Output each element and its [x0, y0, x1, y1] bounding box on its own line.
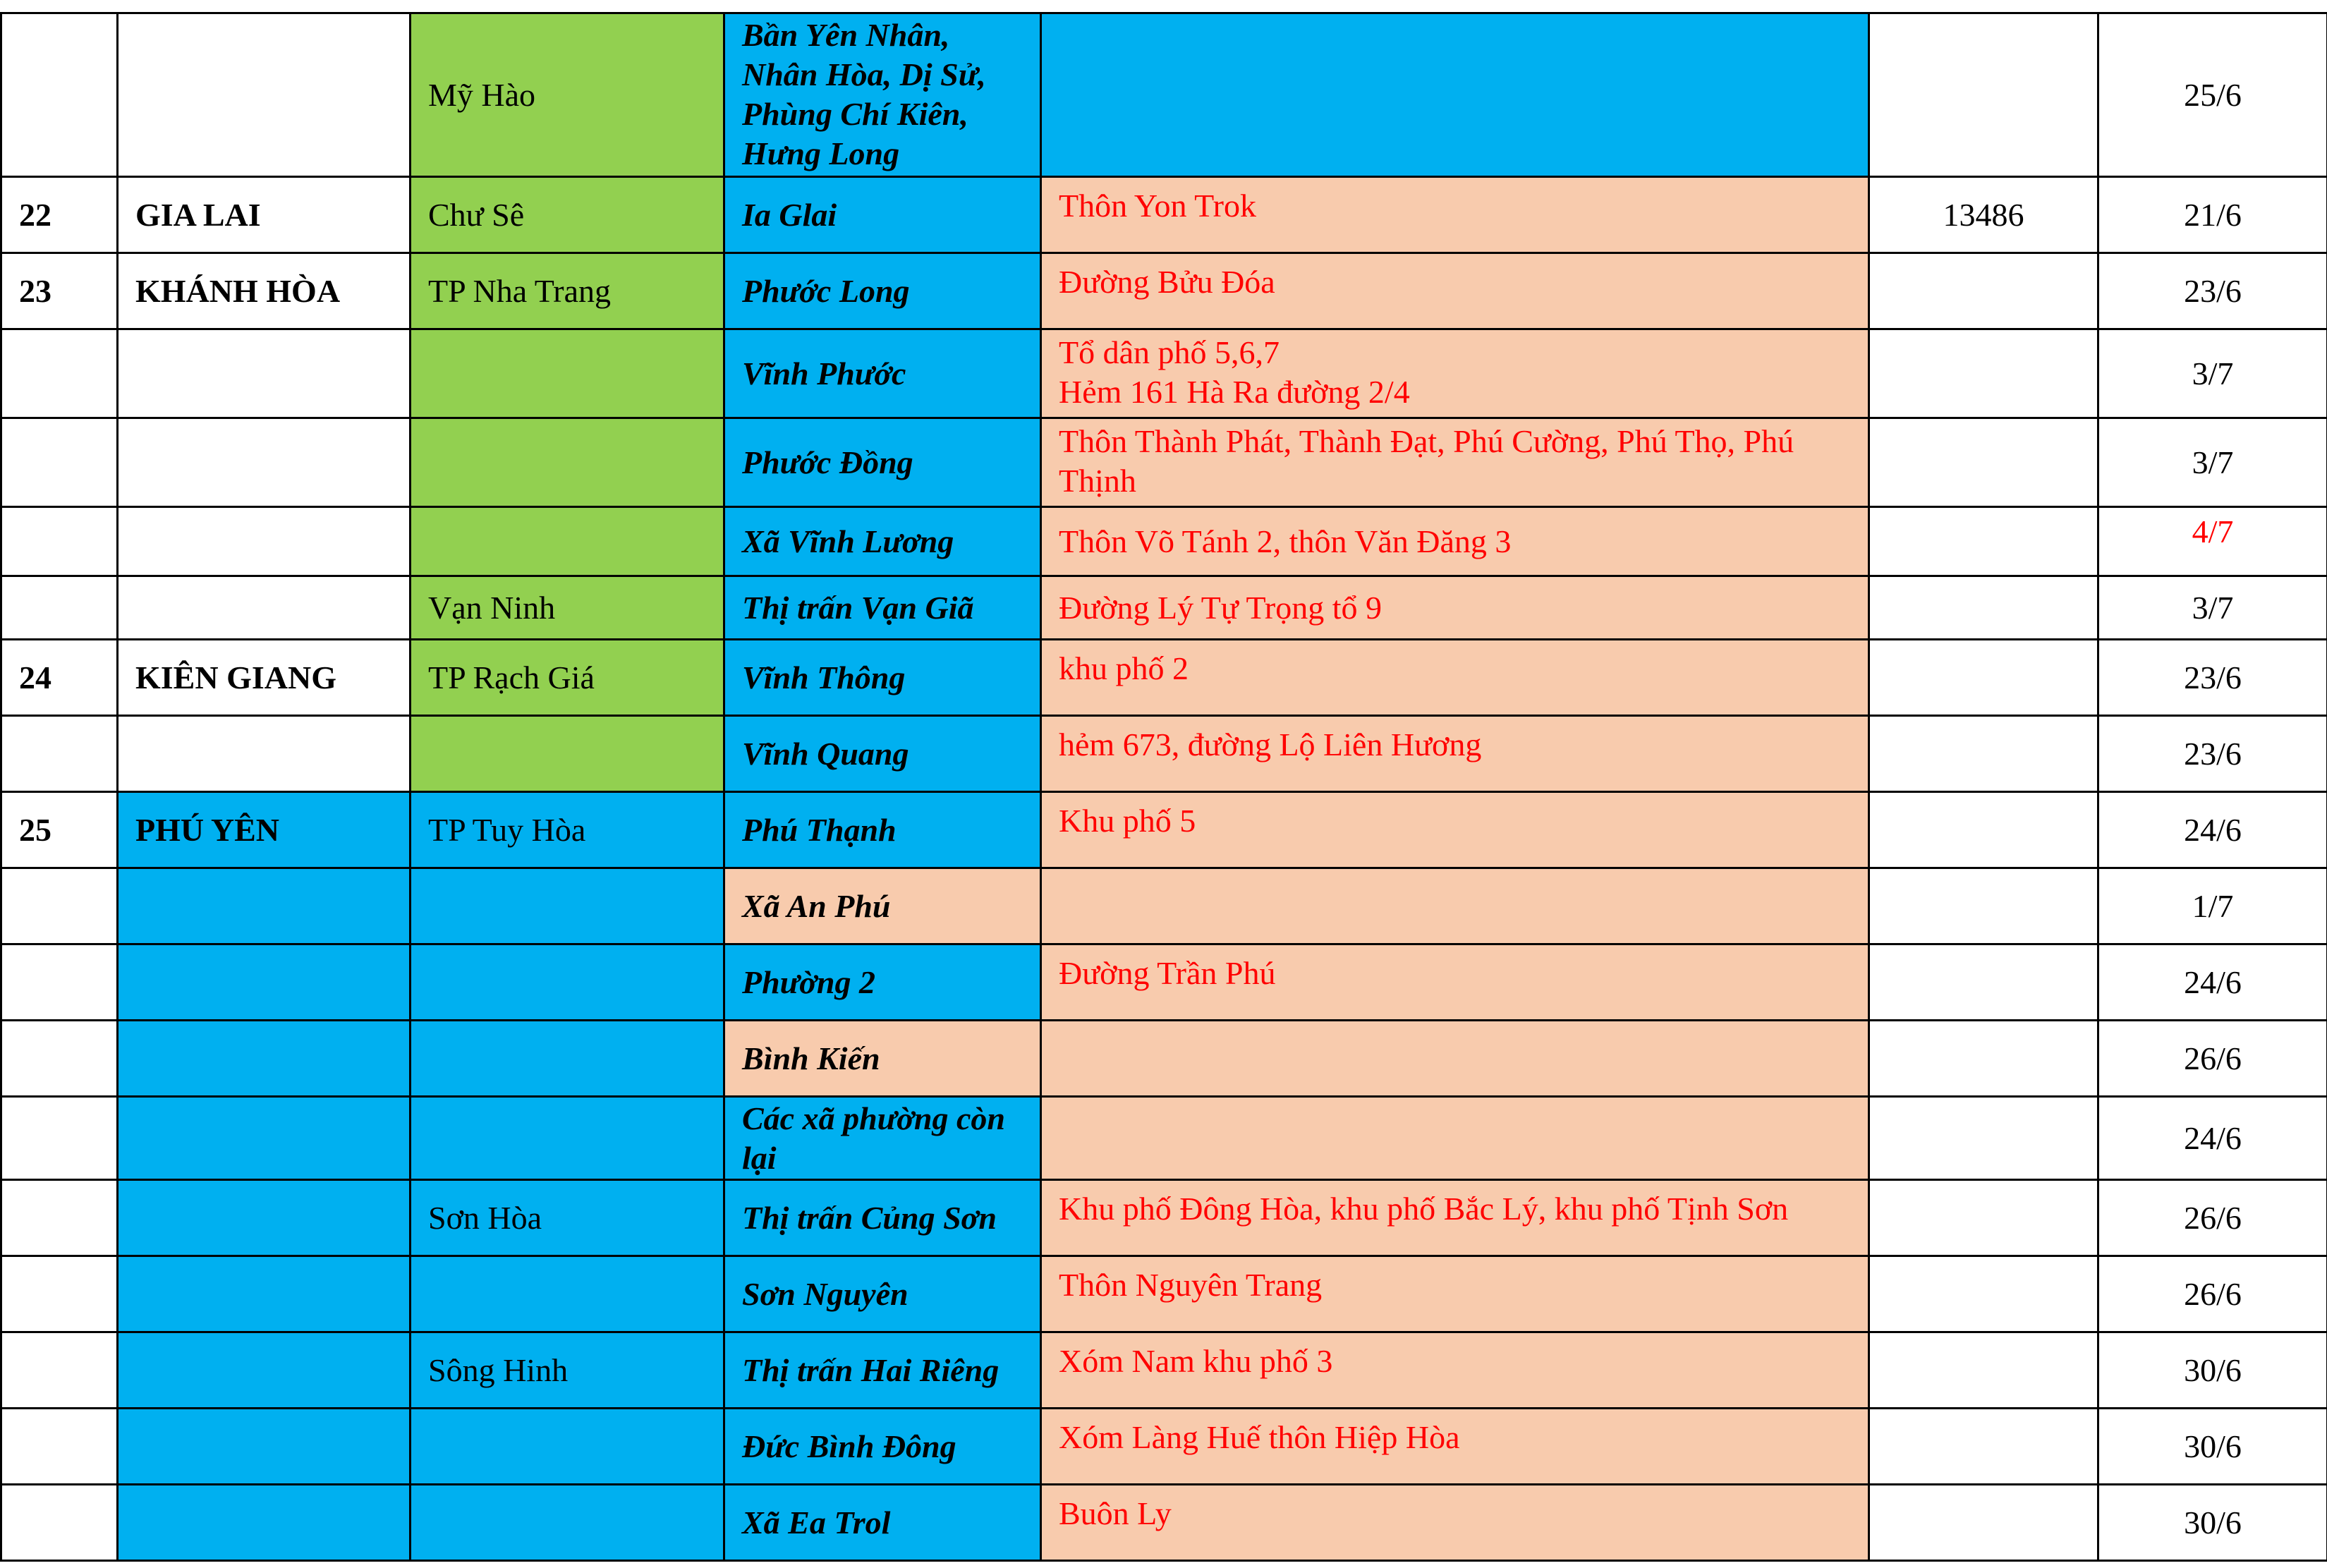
- province-cell: [118, 1485, 411, 1561]
- district-cell: Mỹ Hào: [411, 13, 724, 177]
- row-number: [1, 1485, 118, 1561]
- table-row: [1, 1256, 2327, 1332]
- district-cell: Vạn Ninh: [411, 576, 724, 640]
- province-cell: PHÚ YÊN: [118, 792, 411, 868]
- table-row: [1, 1180, 2327, 1256]
- address-cell: Thôn Võ Tánh 2, thôn Văn Đăng 3: [1041, 507, 1869, 576]
- ward-cell: Đức Bình Đông: [724, 1409, 1041, 1485]
- province-cell: [118, 716, 411, 792]
- table-row: [1, 716, 2327, 792]
- address-cell: hẻm 673, đường Lộ Liên Hương: [1041, 716, 1869, 792]
- address-cell: Thôn Nguyên Trang: [1041, 1256, 1869, 1332]
- row-number: [1, 1332, 118, 1409]
- table-row: [1, 1021, 2327, 1097]
- case-count-cell: [1869, 1180, 2098, 1256]
- district-cell: Sơn Hòa: [411, 1180, 724, 1256]
- date-cell: 21/6: [2098, 177, 2327, 253]
- district-cell: Chư Sê: [411, 177, 724, 253]
- address-cell: Tổ dân phố 5,6,7 Hẻm 161 Hà Ra đường 2/4: [1041, 329, 1869, 418]
- address-cell: Buôn Ly: [1041, 1485, 1869, 1561]
- table-row: [1, 253, 2327, 329]
- case-count-cell: [1869, 507, 2098, 576]
- ward-cell: Thị trấn Hai Riêng: [724, 1332, 1041, 1409]
- outbreak-locations-table: [0, 12, 2327, 1562]
- ward-cell: Xã Vĩnh Lương: [724, 507, 1041, 576]
- ward-cell: Thị trấn Củng Sơn: [724, 1180, 1041, 1256]
- address-cell: Đường Bửu Đóa: [1041, 253, 1869, 329]
- case-count-cell: [1869, 1332, 2098, 1409]
- case-count-cell: [1869, 944, 2098, 1021]
- case-count-cell: [1869, 1097, 2098, 1180]
- row-number: [1, 716, 118, 792]
- province-cell: [118, 418, 411, 507]
- date-cell: 26/6: [2098, 1256, 2327, 1332]
- ward-cell: Phước Đồng: [724, 418, 1041, 507]
- row-number: [1, 1180, 118, 1256]
- province-cell: KHÁNH HÒA: [118, 253, 411, 329]
- date-cell: 30/6: [2098, 1485, 2327, 1561]
- row-number: [1, 507, 118, 576]
- ward-cell: Vĩnh Thông: [724, 640, 1041, 716]
- province-cell: [118, 576, 411, 640]
- table-row: [1, 792, 2327, 868]
- district-cell: TP Tuy Hòa: [411, 792, 724, 868]
- date-cell: 3/7: [2098, 418, 2327, 507]
- row-number: 23: [1, 253, 118, 329]
- district-cell: [411, 1409, 724, 1485]
- province-cell: [118, 1021, 411, 1097]
- address-cell: Khu phố 5: [1041, 792, 1869, 868]
- row-number: [1, 418, 118, 507]
- province-cell: GIA LAI: [118, 177, 411, 253]
- table-row: [1, 507, 2327, 576]
- district-cell: [411, 1485, 724, 1561]
- case-count-cell: [1869, 13, 2098, 177]
- ward-cell: Phước Long: [724, 253, 1041, 329]
- date-cell: 24/6: [2098, 1097, 2327, 1180]
- address-cell: Khu phố Đông Hòa, khu phố Bắc Lý, khu phố Tịnh Sơn: [1041, 1180, 1869, 1256]
- date-cell: 4/7: [2098, 507, 2327, 576]
- case-count-cell: 13486: [1869, 177, 2098, 253]
- date-cell: 3/7: [2098, 576, 2327, 640]
- province-cell: [118, 1256, 411, 1332]
- address-cell: Thôn Yon Trok: [1041, 177, 1869, 253]
- date-cell: 30/6: [2098, 1332, 2327, 1409]
- address-cell: [1041, 13, 1869, 177]
- ward-cell: Phường 2: [724, 944, 1041, 1021]
- ward-cell: Phú Thạnh: [724, 792, 1041, 868]
- address-cell: Xóm Làng Huế thôn Hiệp Hòa: [1041, 1409, 1869, 1485]
- date-cell: 23/6: [2098, 640, 2327, 716]
- date-cell: 23/6: [2098, 716, 2327, 792]
- table-row: [1, 329, 2327, 418]
- province-cell: [118, 1332, 411, 1409]
- province-cell: [118, 13, 411, 177]
- address-cell: Xóm Nam khu phố 3: [1041, 1332, 1869, 1409]
- district-cell: [411, 1021, 724, 1097]
- case-count-cell: [1869, 576, 2098, 640]
- ward-cell: Bần Yên Nhân, Nhân Hòa, Dị Sử, Phùng Chí Kiên, Hưng Long: [724, 13, 1041, 177]
- row-number: [1, 13, 118, 177]
- date-cell: 26/6: [2098, 1180, 2327, 1256]
- table-row: [1, 576, 2327, 640]
- table-row: [1, 418, 2327, 507]
- table-row: [1, 1409, 2327, 1485]
- case-count-cell: [1869, 1256, 2098, 1332]
- province-cell: [118, 868, 411, 944]
- address-cell: Thôn Thành Phát, Thành Đạt, Phú Cường, Phú Thọ, Phú Thịnh: [1041, 418, 1869, 507]
- province-cell: [118, 1409, 411, 1485]
- ward-cell: Ia Glai: [724, 177, 1041, 253]
- table-row: [1, 1097, 2327, 1180]
- district-cell: [411, 868, 724, 944]
- province-cell: [118, 1097, 411, 1180]
- district-cell: TP Nha Trang: [411, 253, 724, 329]
- case-count-cell: [1869, 640, 2098, 716]
- date-cell: 1/7: [2098, 868, 2327, 944]
- ward-cell: Bình Kiến: [724, 1021, 1041, 1097]
- case-count-cell: [1869, 1409, 2098, 1485]
- table-row: [1, 177, 2327, 253]
- ward-cell: Xã An Phú: [724, 868, 1041, 944]
- table-row: [1, 868, 2327, 944]
- address-cell: [1041, 868, 1869, 944]
- district-cell: [411, 716, 724, 792]
- row-number: [1, 329, 118, 418]
- date-cell: 24/6: [2098, 792, 2327, 868]
- table-row: [1, 1485, 2327, 1561]
- date-cell: 26/6: [2098, 1021, 2327, 1097]
- case-count-cell: [1869, 418, 2098, 507]
- case-count-cell: [1869, 1021, 2098, 1097]
- row-number: [1, 1097, 118, 1180]
- row-number: [1, 868, 118, 944]
- district-cell: [411, 507, 724, 576]
- district-cell: [411, 1097, 724, 1180]
- address-cell: Đường Lý Tự Trọng tổ 9: [1041, 576, 1869, 640]
- address-cell: [1041, 1097, 1869, 1180]
- date-cell: 3/7: [2098, 329, 2327, 418]
- ward-cell: Các xã phường còn lại: [724, 1097, 1041, 1180]
- district-cell: [411, 1256, 724, 1332]
- province-cell: [118, 944, 411, 1021]
- case-count-cell: [1869, 253, 2098, 329]
- case-count-cell: [1869, 1485, 2098, 1561]
- table-row: [1, 1332, 2327, 1409]
- province-cell: [118, 329, 411, 418]
- district-cell: Sông Hinh: [411, 1332, 724, 1409]
- ward-cell: Vĩnh Quang: [724, 716, 1041, 792]
- ward-cell: Xã Ea Trol: [724, 1485, 1041, 1561]
- province-cell: [118, 1180, 411, 1256]
- row-number: [1, 1256, 118, 1332]
- row-number: 22: [1, 177, 118, 253]
- case-count-cell: [1869, 329, 2098, 418]
- row-number: [1, 1409, 118, 1485]
- row-number: 24: [1, 640, 118, 716]
- province-cell: KIÊN GIANG: [118, 640, 411, 716]
- table-row: [1, 640, 2327, 716]
- case-count-cell: [1869, 792, 2098, 868]
- case-count-cell: [1869, 868, 2098, 944]
- row-number: [1, 576, 118, 640]
- ward-cell: Sơn Nguyên: [724, 1256, 1041, 1332]
- ward-cell: Thị trấn Vạn Giã: [724, 576, 1041, 640]
- ward-cell: Vĩnh Phước: [724, 329, 1041, 418]
- date-cell: 30/6: [2098, 1409, 2327, 1485]
- row-number: [1, 1021, 118, 1097]
- district-cell: [411, 329, 724, 418]
- district-cell: [411, 418, 724, 507]
- table-row: [1, 944, 2327, 1021]
- case-count-cell: [1869, 716, 2098, 792]
- district-cell: TP Rạch Giá: [411, 640, 724, 716]
- table-row: [1, 13, 2327, 177]
- address-cell: khu phố 2: [1041, 640, 1869, 716]
- date-cell: 24/6: [2098, 944, 2327, 1021]
- province-cell: [118, 507, 411, 576]
- address-cell: [1041, 1021, 1869, 1097]
- address-cell: Đường Trần Phú: [1041, 944, 1869, 1021]
- date-cell: 25/6: [2098, 13, 2327, 177]
- row-number: 25: [1, 792, 118, 868]
- row-number: [1, 944, 118, 1021]
- date-cell: 23/6: [2098, 253, 2327, 329]
- district-cell: [411, 944, 724, 1021]
